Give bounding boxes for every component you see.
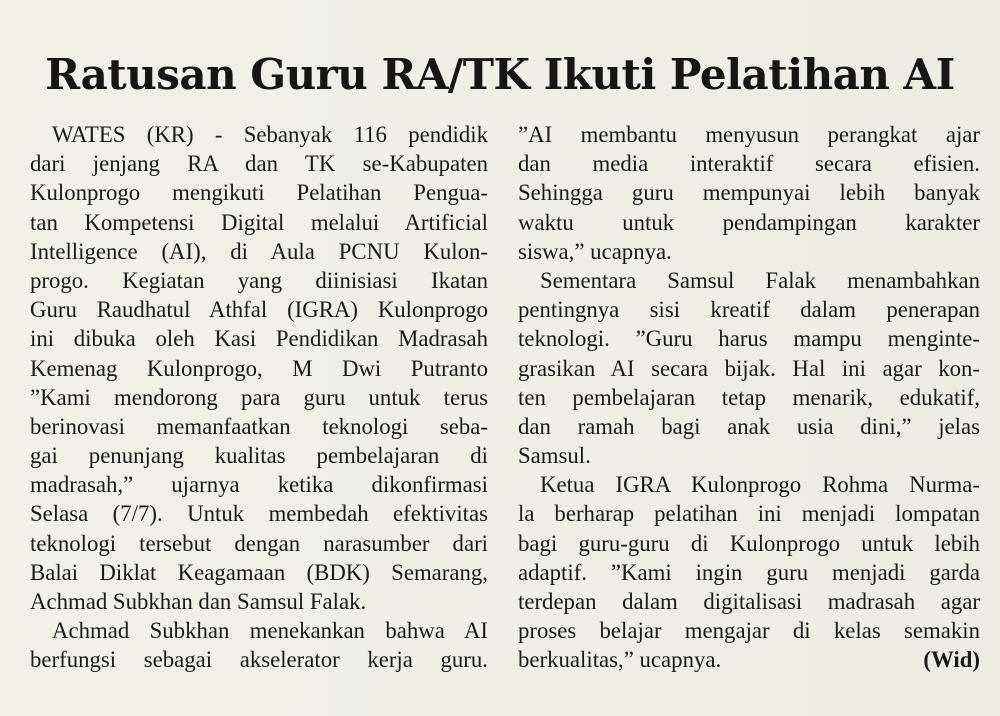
text-line: dan ramah bagi anak usia dini,” jelas (518, 413, 980, 439)
text-line: ”Kami mendorong para guru untuk terus (30, 384, 488, 410)
bleed-through-text (40, 2, 940, 24)
text-line: adaptif. ”Kami ingin guru menjadi garda (518, 559, 980, 585)
closing-line: berkualitas,” ucapnya. (518, 647, 722, 673)
text-line: Kemenag Kulonprogo, M Dwi Putranto (30, 355, 488, 381)
text-line: Samsul. (518, 443, 591, 469)
author-signature: (Wid) (923, 647, 980, 673)
text-line: siswa,” ucapnya. (518, 238, 672, 264)
text-line: tan Kompetensi Digital melalui Artificial (30, 209, 488, 235)
text-line: Achmad Subkhan menekankan bahwa AI (52, 618, 488, 644)
article-column-right (518, 120, 980, 675)
text-line: teknologi tersebut dengan narasumber dari (30, 530, 488, 556)
text-line: Guru Raudhatul Athfal (IGRA) Kulonprogo (30, 297, 488, 323)
text-line: berfungsi sebagai akselerator kerja guru. (30, 647, 488, 673)
text-line: dari jenjang RA dan TK se-Kabupaten (30, 151, 488, 177)
text-line: gai penunjang kualitas pembelajaran di (30, 443, 488, 469)
text-line: WATES (KR) - Sebanyak 116 pendidik (52, 122, 488, 147)
text-line: Balai Diklat Keagamaan (BDK) Semarang, (30, 559, 488, 585)
text-line: Achmad Subkhan dan Samsul Falak. (30, 589, 367, 614)
text-line: Sehingga guru mempunyai lebih banyak (518, 180, 980, 206)
text-line: proses belajar mengajar di kelas semakin (518, 618, 980, 644)
text-line: progo. Kegiatan yang diinisiasi Ikatan (30, 267, 488, 293)
text-line: madrasah,” ujarnya ketika dikonfirmasi (30, 472, 488, 498)
right-column-lines (518, 120, 980, 645)
text-line: grasikan AI secara bijak. Hal ini agar kon- (518, 355, 980, 381)
text-line: pentingnya sisi kreatif dalam penerapan (518, 297, 980, 323)
text-line: ”AI membantu menyusun perangkat ajar (518, 122, 980, 147)
text-line: ini dibuka oleh Kasi Pendidikan Madrasah (30, 326, 488, 352)
article-headline: Ratusan Guru RA/TK Ikuti Pelatihan AI (45, 50, 955, 99)
text-line: Intelligence (AI), di Aula PCNU Kulon- (30, 238, 488, 264)
text-line: Ketua IGRA Kulonprogo Rohma Nurma- (540, 472, 980, 498)
text-line: ten pembelajaran tetap menarik, edukatif, (518, 384, 980, 410)
text-line: Kulonprogo mengikuti Pelatihan Pengua- (30, 180, 488, 206)
text-line: terdepan dalam digitalisasi madrasah agar (518, 589, 980, 614)
text-line: Selasa (7/7). Untuk membedah efektivitas (30, 501, 488, 527)
text-line: teknologi. ”Guru harus mampu menginte- (518, 326, 980, 352)
text-line: bagi guru-guru di Kulonprogo untuk lebih (518, 530, 980, 556)
text-line: berinovasi memanfaatkan teknologi seba- (30, 413, 488, 439)
article-column-left (30, 120, 488, 675)
text-line: waktu untuk pendampingan karakter (518, 209, 980, 235)
text-line: Sementara Samsul Falak menambahkan (540, 267, 980, 293)
text-line: la berharap pelatihan ini menjadi lompatan (518, 501, 980, 527)
text-line: dan media interaktif secara efisien. (518, 151, 980, 177)
closing-row (518, 645, 980, 674)
